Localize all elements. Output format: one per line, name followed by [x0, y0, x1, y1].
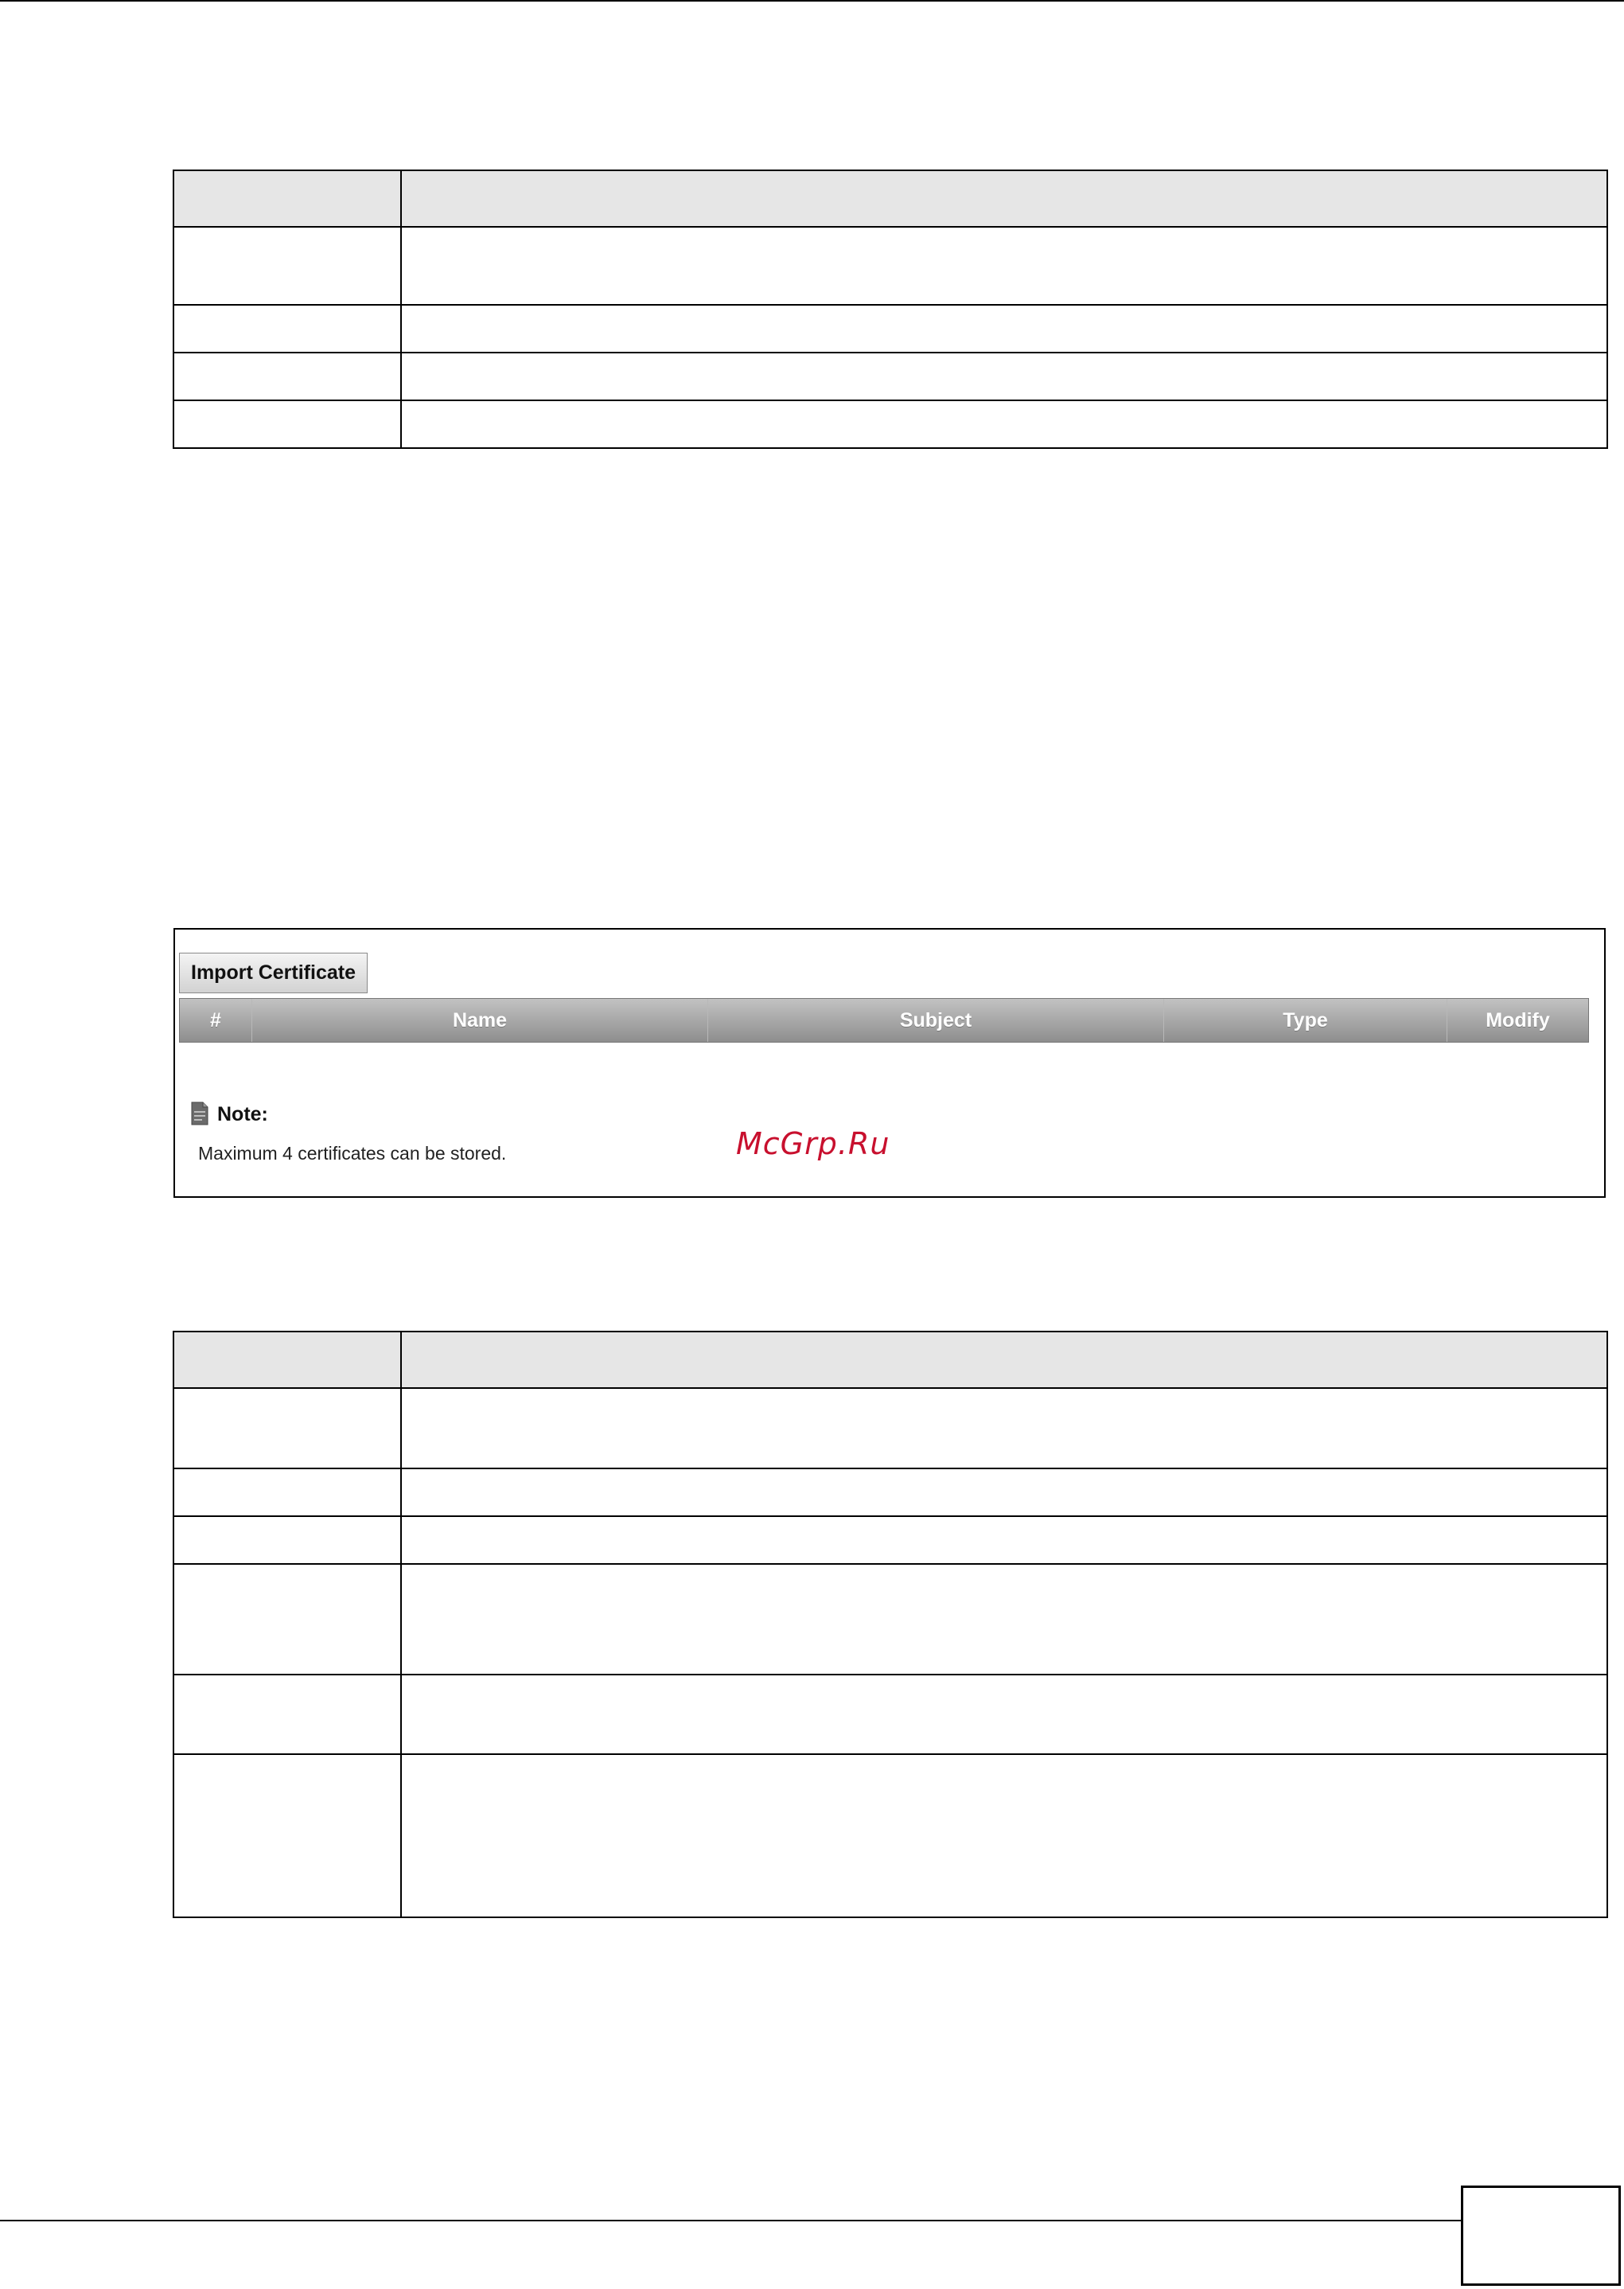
table-row — [173, 353, 1607, 400]
document-note-icon — [191, 1102, 208, 1125]
watermark: McGrp.Ru — [736, 1126, 890, 1161]
header-cell-description — [401, 1332, 1607, 1388]
table-row — [173, 1675, 1607, 1754]
table-row — [173, 1468, 1607, 1516]
table-row — [173, 1388, 1607, 1468]
column-header-name[interactable]: Name — [252, 999, 708, 1042]
page-number-box — [1461, 2186, 1621, 2286]
table-row — [173, 305, 1607, 353]
table-header-row — [173, 1332, 1607, 1388]
table-row — [173, 1754, 1607, 1917]
note-label: Note: — [217, 1103, 268, 1125]
table-row — [173, 400, 1607, 448]
table-row — [173, 227, 1607, 305]
column-header-modify[interactable]: Modify — [1486, 1008, 1550, 1031]
column-header-subject[interactable]: Subject — [708, 999, 1164, 1042]
header-rule — [0, 0, 1624, 2]
certificate-table-header — [179, 998, 1589, 1043]
header-cell-label — [173, 1332, 401, 1388]
import-certificate-button[interactable]: Import Certificate — [179, 953, 368, 993]
upper-description-table — [173, 170, 1608, 449]
header-cell-description — [401, 170, 1607, 227]
column-header-number[interactable]: # — [180, 999, 252, 1042]
lower-description-table — [173, 1331, 1608, 1918]
footer-rule — [0, 2220, 1461, 2221]
table-row — [173, 1516, 1607, 1564]
table-header-row — [173, 170, 1607, 227]
note-text: Maximum 4 certificates can be stored. — [198, 1143, 507, 1164]
table-row — [173, 1564, 1607, 1675]
column-header-type[interactable]: Type — [1164, 999, 1447, 1042]
header-cell-label — [173, 170, 401, 227]
